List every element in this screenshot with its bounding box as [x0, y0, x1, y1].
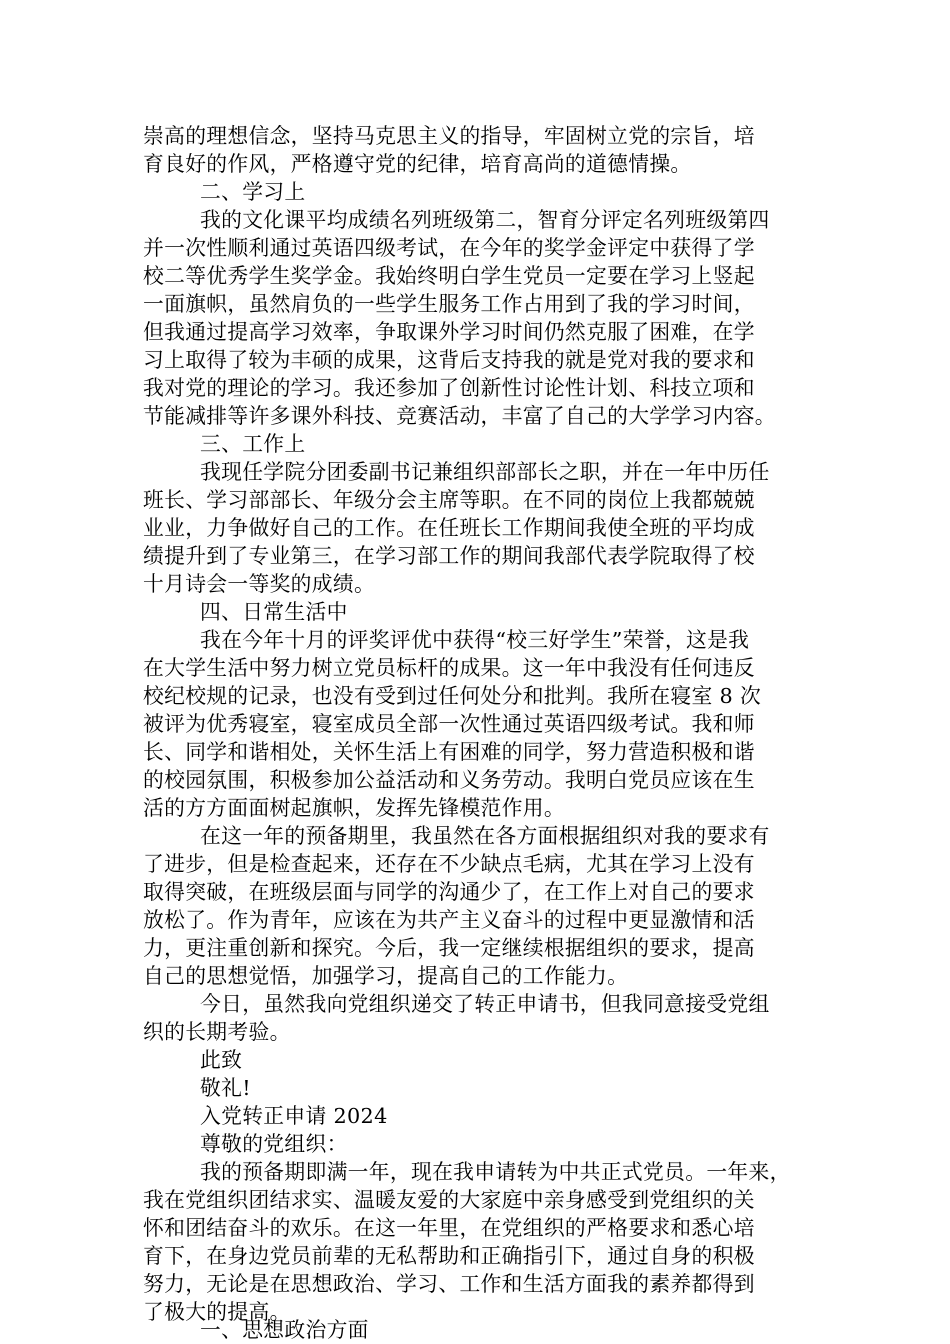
body-text-line: 育良好的作风，严格遵守党的纪律，培育高尚的道德情操。: [143, 152, 692, 176]
section-heading-work: 三、工作上: [200, 432, 306, 456]
body-text-line: 我在今年十月的评奖评优中获得“校三好学生”荣誉，这是我: [200, 628, 750, 652]
document-title: 入党转正申请 2024: [200, 1104, 388, 1128]
body-text-line: 业业，力争做好自己的工作。在任班长工作期间我使全班的平均成: [143, 516, 755, 540]
body-text-line: 崇高的理想信念，坚持马克思主义的指导，牢固树立党的宗旨，培: [143, 124, 755, 148]
body-text-line: 今日，虽然我向党组织递交了转正申请书，但我同意接受党组: [200, 992, 770, 1016]
body-text-line: 我的预备期即满一年，现在我申请转为中共正式党员。一年来，: [200, 1160, 791, 1184]
body-text-line: 育下，在身边党员前辈的无私帮助和正确指引下，通过自身的积极: [143, 1244, 755, 1268]
body-text-line: 绩提升到了专业第三，在学习部工作的期间我部代表学院取得了校: [143, 544, 755, 568]
closing-regards: 敬礼!: [200, 1076, 251, 1100]
section-heading-politics: 一、思想政治方面: [200, 1318, 369, 1342]
body-text-line: 习上取得了较为丰硕的成果，这背后支持我的就是党对我的要求和: [143, 348, 755, 372]
body-text-line: 但我通过提高学习效率，争取课外学习时间仍然克服了困难，在学: [143, 320, 755, 344]
body-text-line: 校纪校规的记录，也没有受到过任何处分和批判。我所在寝室 8 次: [143, 684, 762, 708]
body-text-line: 我现任学院分团委副书记兼组织部部长之职，并在一年中历任: [200, 460, 770, 484]
body-text-line: 长、同学和谐相处，关怀生活上有困难的同学，努力营造积极和谐: [143, 740, 755, 764]
section-heading-daily-life: 四、日常生活中: [200, 600, 348, 624]
body-text-line: 一面旗帜，虽然肩负的一些学生服务工作占用到了我的学习时间，: [143, 292, 755, 316]
body-text-line: 力，更注重创新和探究。今后，我一定继续根据组织的要求，提高: [143, 936, 755, 960]
body-text-line: 的校园氛围，积极参加公益活动和义务劳动。我明白党员应该在生: [143, 768, 755, 792]
closing-salutation: 此致: [200, 1048, 243, 1072]
body-text-line: 怀和团结奋斗的欢乐。在这一年里，在党组织的严格要求和悉心培: [143, 1216, 755, 1240]
body-text-line: 在大学生活中努力树立党员标杆的成果。这一年中我没有任何违反: [143, 656, 755, 680]
section-heading-study: 二、学习上: [200, 180, 306, 204]
body-text-line: 被评为优秀寝室，寝室成员全部一次性通过英语四级考试。我和师: [143, 712, 755, 736]
body-text-line: 节能减排等许多课外科技、竞赛活动，丰富了自己的大学学习内容。: [143, 404, 776, 428]
body-text-line: 活的方方面面树起旗帜，发挥先锋模范作用。: [143, 796, 565, 820]
body-text-line: 织的长期考验。: [143, 1020, 291, 1044]
body-text-line: 我对党的理论的学习。我还参加了创新性讨论性计划、科技立项和: [143, 376, 755, 400]
body-text-line: 放松了。作为青年，应该在为共产主义奋斗的过程中更显激情和活: [143, 908, 755, 932]
body-text-line: 了进步，但是检查起来，还存在不少缺点毛病，尤其在学习上没有: [143, 852, 755, 876]
body-text-line: 取得突破，在班级层面与同学的沟通少了，在工作上对自己的要求: [143, 880, 755, 904]
body-text-line: 十月诗会一等奖的成绩。: [143, 572, 376, 596]
body-text-line: 班长、学习部部长、年级分会主席等职。在不同的岗位上我都兢兢: [143, 488, 755, 512]
greeting: 尊敬的党组织：: [200, 1132, 348, 1156]
body-text-line: 了极大的提高。: [143, 1300, 291, 1324]
body-text-line: 我的文化课平均成绩名列班级第二，智育分评定名列班级第四: [200, 208, 770, 232]
body-text-line: 校二等优秀学生奖学金。我始终明白学生党员一定要在学习上竖起: [143, 264, 755, 288]
body-text-line: 在这一年的预备期里，我虽然在各方面根据组织对我的要求有: [200, 824, 770, 848]
body-text-line: 自己的思想觉悟，加强学习，提高自己的工作能力。: [143, 964, 629, 988]
body-text-line: 努力，无论是在思想政治、学习、工作和生活方面我的素养都得到: [143, 1272, 755, 1296]
body-text-line: 并一次性顺利通过英语四级考试，在今年的奖学金评定中获得了学: [143, 236, 755, 260]
body-text-line: 我在党组织团结求实、温暖友爱的大家庭中亲身感受到党组织的关: [143, 1188, 755, 1212]
